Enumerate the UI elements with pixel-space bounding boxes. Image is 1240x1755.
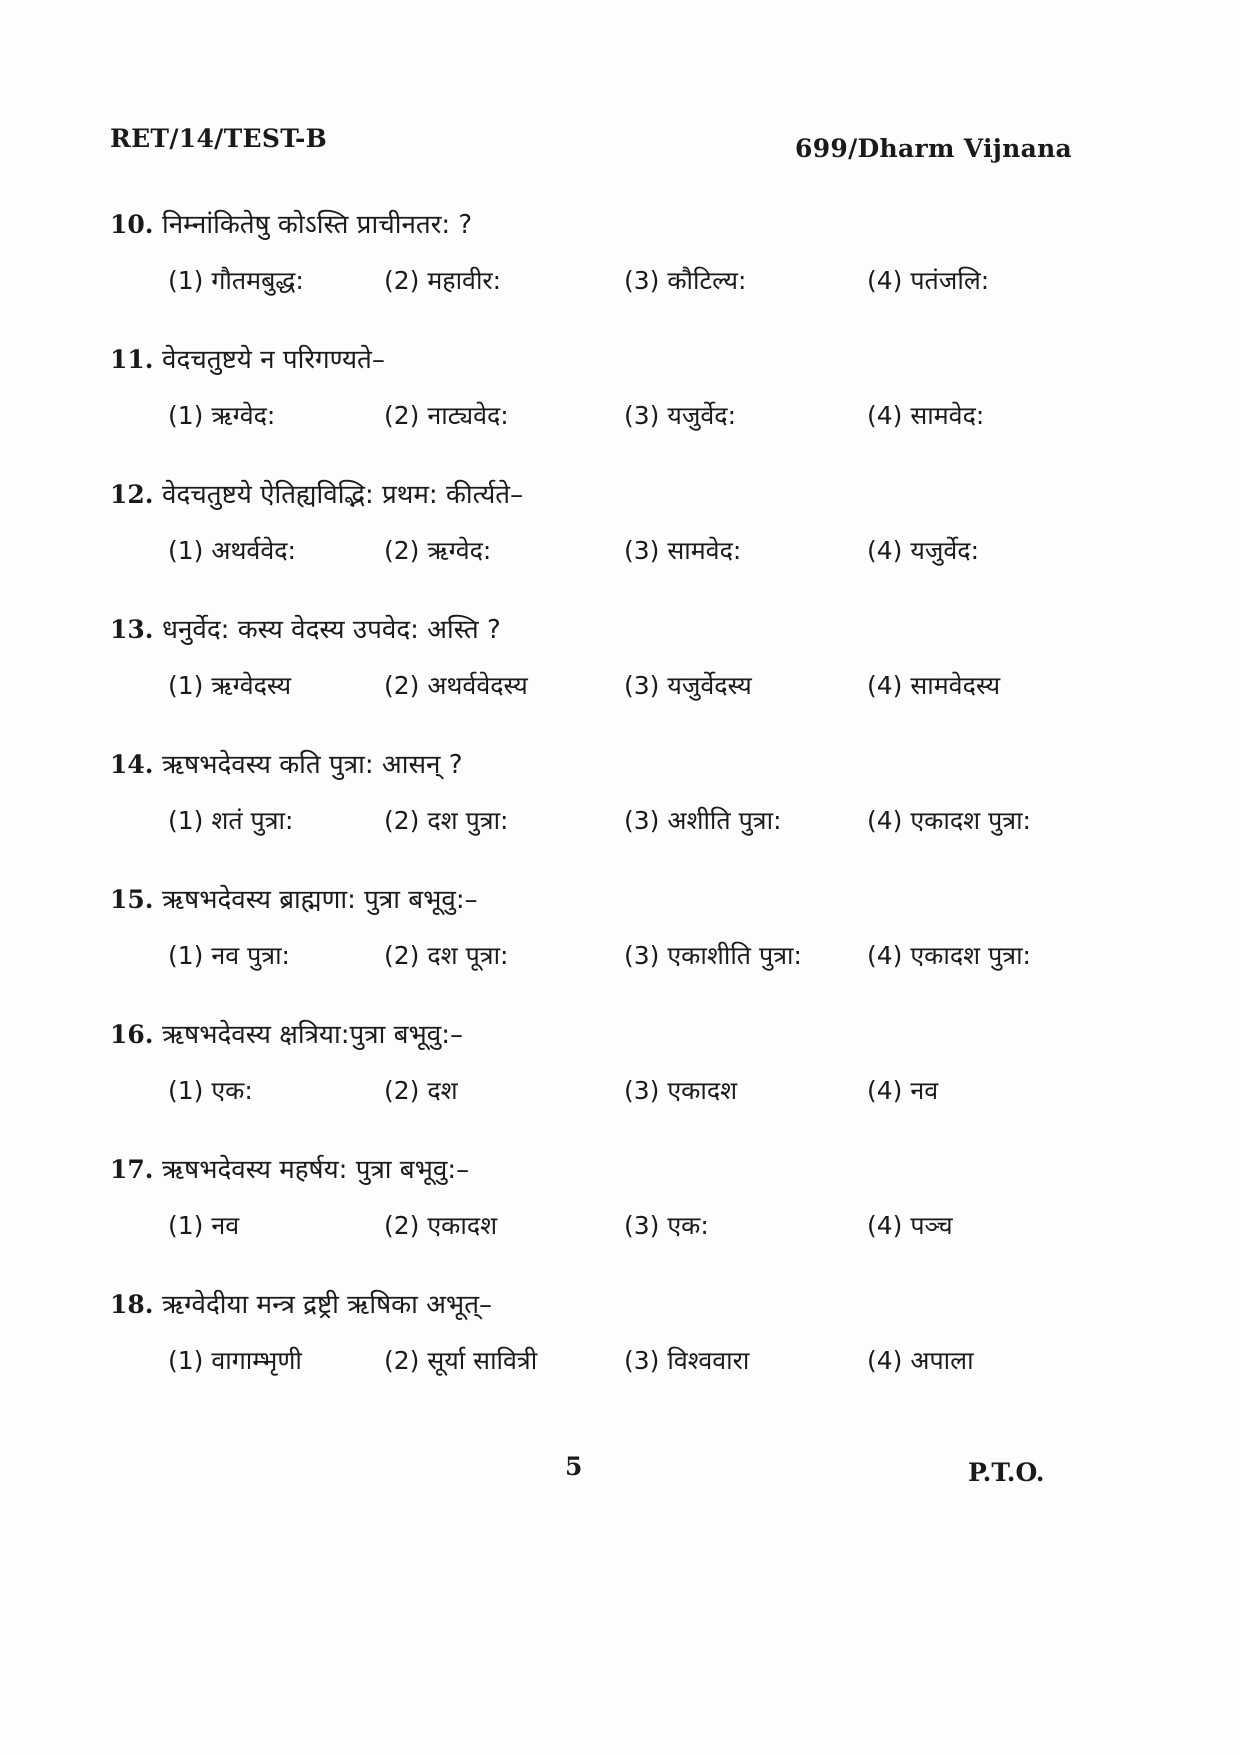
question-line [110,475,1120,527]
question-text: ऋषभदेवस्य महर्षय: पुत्रा बभूवु:– [162,1155,470,1185]
answer-option: (1) गौतमबुद्ध: [168,266,304,295]
option-row [168,1073,1120,1121]
answer-option: (4) सामवेद: [867,401,985,430]
option-row [168,1343,1120,1391]
question-item [110,745,1120,880]
question-text: ऋग्वेदीया मन्त्र द्रष्ट्री ऋषिका अभूत्– [162,1290,493,1320]
question-item [110,475,1120,610]
question-number: 18. [110,1290,154,1319]
answer-option: (4) नव [867,1076,939,1105]
answer-option: (3) एक: [624,1211,709,1240]
question-number: 11. [110,345,154,374]
answer-option: (4) यजुर्वेद: [867,536,980,565]
answer-option: (2) दश पुत्रा: [384,806,509,835]
question-line [110,880,1120,932]
answer-option: (2) दश [384,1076,458,1105]
question-item [110,1150,1120,1285]
option-row [168,263,1120,311]
answer-option: (3) एकादश [624,1076,738,1105]
answer-option: (2) ऋग्वेद: [384,536,492,565]
question-number: 10. [110,210,154,239]
answer-option: (1) एक: [168,1076,253,1105]
subject-code: 699/Dharm Vijnana [795,134,1073,163]
question-item [110,340,1120,475]
question-text: धनुर्वेद: कस्य वेदस्य उपवेद: अस्ति ? [162,615,501,645]
question-item [110,880,1120,1015]
answer-option: (1) नव पुत्रा: [168,941,290,970]
answer-option: (4) एकादश पुत्रा: [867,941,1031,970]
answer-option: (1) वागाम्भृणी [168,1346,302,1375]
option-row [168,533,1120,581]
answer-option: (2) महावीर: [384,266,502,295]
question-item [110,205,1120,340]
question-text: वेदचतुष्टये न परिगण्यते– [162,345,385,375]
answer-option: (2) एकादश [384,1211,498,1240]
answer-option: (1) ऋग्वेद: [168,401,276,430]
pto-label: P.T.O. [968,1458,1045,1487]
answer-option: (2) नाट्यवेद: [384,401,509,430]
question-item [110,610,1120,745]
question-line [110,205,1120,257]
answer-option: (4) अपाला [867,1346,974,1375]
question-number: 13. [110,615,154,644]
question-number: 16. [110,1020,154,1049]
question-text: ऋषभदेवस्य ब्राह्मणा: पुत्रा बभूवु:– [162,885,478,915]
question-line [110,340,1120,392]
question-line [110,1150,1120,1202]
answer-option: (4) एकादश पुत्रा: [867,806,1031,835]
question-line [110,610,1120,662]
answer-option: (3) सामवेद: [624,536,742,565]
answer-option: (3) कौटिल्य: [624,266,747,295]
answer-option: (1) अथर्ववेद: [168,536,296,565]
question-line [110,1285,1120,1337]
answer-option: (1) नव [168,1211,240,1240]
answer-option: (3) यजुर्वेद: [624,401,737,430]
question-number: 17. [110,1155,154,1184]
option-row [168,803,1120,851]
answer-option: (3) एकाशीति पुत्रा: [624,941,802,970]
question-text: ऋषभदेवस्य क्षत्रिया:पुत्रा बभूवु:– [162,1020,463,1050]
question-text: निम्नांकितेषु कोऽस्ति प्राचीनतर: ? [162,210,473,240]
question-number: 12. [110,480,154,509]
question-number: 14. [110,750,154,779]
question-text: वेदचतुष्टये ऐतिह्यविद्भि: प्रथम: कीर्त्यते– [162,480,524,510]
answer-option: (3) यजुर्वेदस्य [624,671,752,700]
answer-option: (3) विश्ववारा [624,1346,750,1375]
answer-option: (3) अशीति पुत्रा: [624,806,782,835]
option-row [168,398,1120,446]
answer-option: (1) ऋग्वेदस्य [168,671,292,700]
question-text: ऋषभदेवस्य कति पुत्रा: आसन् ? [162,750,463,780]
question-line [110,745,1120,797]
question-line [110,1015,1120,1067]
question-item [110,1015,1120,1150]
page-number: 5 [565,1452,583,1481]
answer-option: (2) दश पूत्रा: [384,941,509,970]
answer-option: (4) पतंजलि: [867,266,990,295]
question-item [110,1285,1120,1420]
question-list [110,205,1120,1420]
option-row [168,668,1120,716]
option-row [168,1208,1120,1256]
answer-option: (2) अथर्ववेदस्य [384,671,528,700]
question-number: 15. [110,885,154,914]
answer-option: (1) शतं पुत्रा: [168,806,294,835]
option-row [168,938,1120,986]
answer-option: (2) सूर्या सावित्री [384,1346,538,1375]
answer-option: (4) सामवेदस्य [867,671,1001,700]
paper-code: RET/14/TEST-B [110,124,328,153]
answer-option: (4) पञ्च [867,1211,953,1240]
